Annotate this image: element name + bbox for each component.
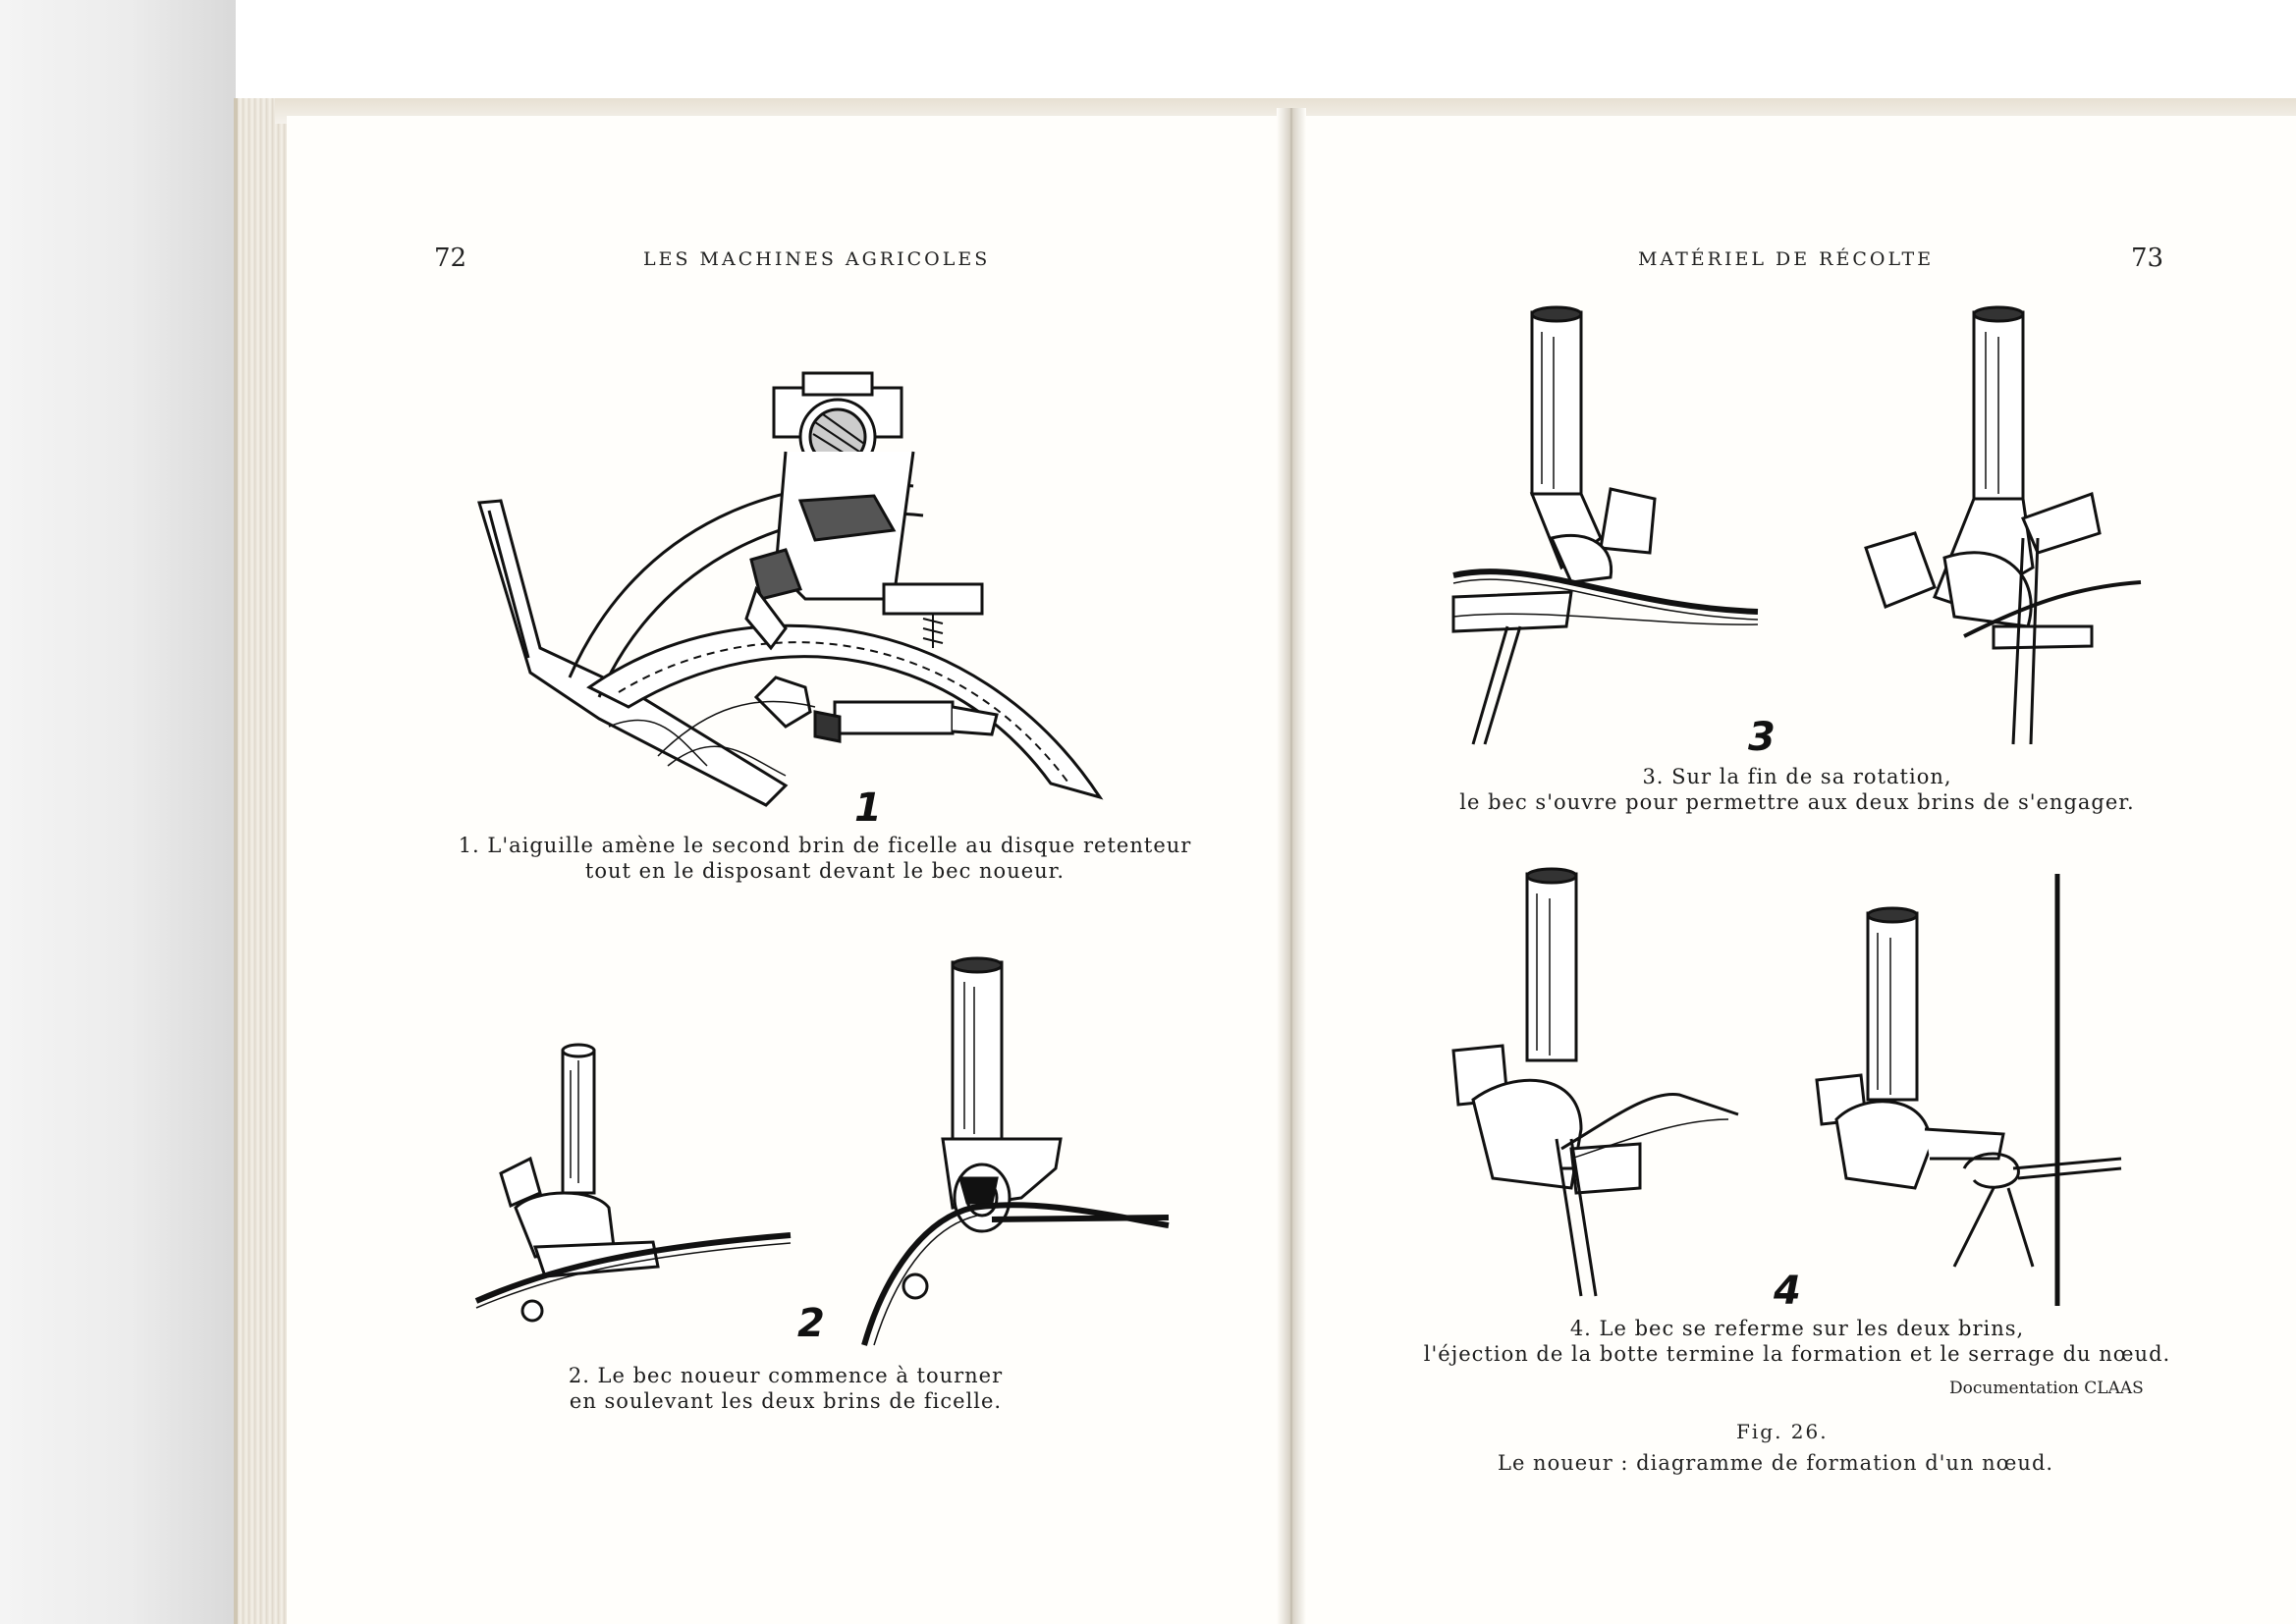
figure-3a-beak-open <box>1444 312 1768 744</box>
left-running-head: LES MACHINES AGRICOLES <box>643 248 991 270</box>
right-running-head: MATÉRIEL DE RÉCOLTE <box>1638 248 1935 270</box>
figure-2-caption-line1: 2. Le bec noueur commence à tourner <box>568 1364 1004 1387</box>
figure-title: Le noueur : diagramme de formation d'un nœud. <box>1498 1451 2054 1475</box>
figure-3-caption-line1: 3. Sur la fin de sa rotation, <box>1642 765 1952 788</box>
figure-1-caption-line1: 1. L'aiguille amène le second brin de ficelle au disque retenteur <box>458 834 1192 857</box>
figure-4-caption-line1: 4. Le bec se referme sur les deux brins, <box>1569 1317 2025 1340</box>
figure-3-caption <box>1414 764 2180 815</box>
figure-4-caption-line2: l'éjection de la botte termine la formation et le serrage du nœud. <box>1423 1342 2171 1366</box>
figure-4-caption <box>1385 1316 2210 1367</box>
figure-2-caption <box>491 1363 1080 1414</box>
step-number-1: 1 <box>854 785 882 831</box>
left-page-number: 72 <box>434 244 467 273</box>
figure-1-caption-line2: tout en le disposant devant le bec noueur. <box>584 859 1066 883</box>
figure-2-caption-line2: en soulevant les deux brins de ficelle. <box>569 1389 1003 1413</box>
step-number-4: 4 <box>1774 1269 1801 1314</box>
scan-background <box>0 0 236 1624</box>
step-number-3: 3 <box>1748 715 1776 760</box>
figure-3b-beak-open <box>1846 312 2160 744</box>
figure-4a-beak-closing <box>1434 874 1758 1296</box>
book-gutter <box>1277 108 1306 1624</box>
figure-1-caption <box>432 833 1218 884</box>
documentation-credit: Documentation CLAAS <box>1949 1379 2144 1398</box>
figure-3-caption-line2: le bec s'ouvre pour permettre aux deux brins de s'engager. <box>1459 790 2135 814</box>
figure-2b-knotter-beak <box>845 962 1198 1345</box>
right-page-number: 73 <box>2131 244 2164 273</box>
step-number-2: 2 <box>797 1301 825 1346</box>
figure-4b-knot-tied <box>1807 874 2180 1306</box>
figure-2a-knotter-beak <box>476 962 800 1330</box>
figure-1-knotter-assembly <box>462 353 1208 815</box>
figure-label: Fig. 26. <box>1736 1420 1829 1443</box>
